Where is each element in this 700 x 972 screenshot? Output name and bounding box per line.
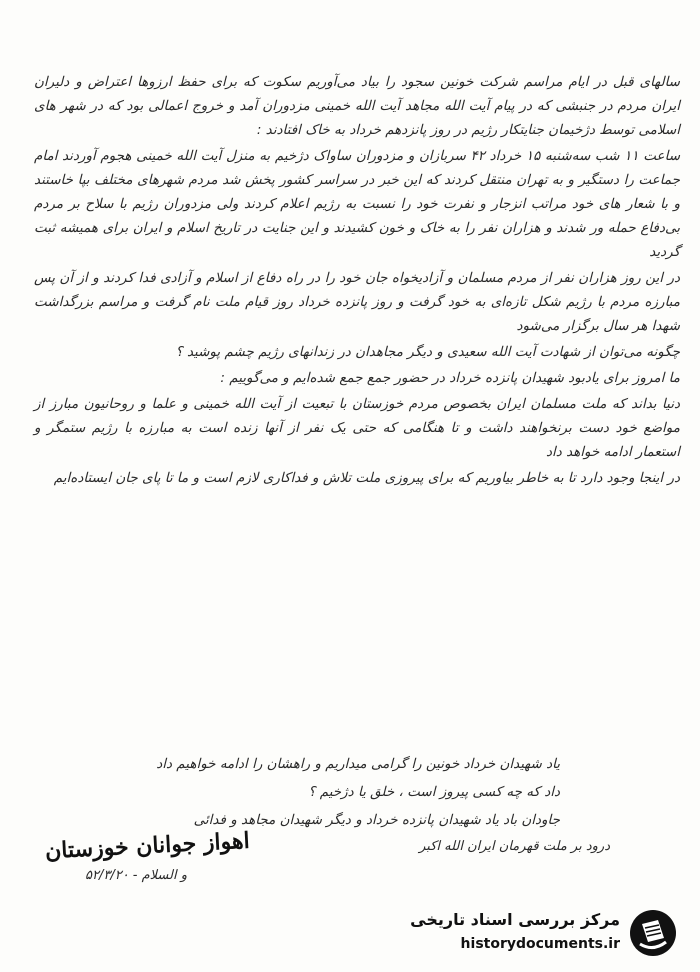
paragraph-4: چگونه می‌توان از شهادت آیت الله سعیدی و دیگر مجاهدان در زندانهای رژیم چشم پوشید ؟ (175, 344, 680, 360)
poem-block (120, 752, 560, 836)
watermark-title: مرکز بررسی اسناد تاریخی (410, 910, 620, 929)
closing-line: درود بر ملت قهرمان ایران الله اکبر (419, 839, 610, 854)
poem-line-1: یاد شهیدان خرداد خونین را گرامی میداریم و راهشان را ادامه خواهیم داد (156, 756, 560, 772)
paragraph-3: در این روز هزاران نفر از مردم مسلمان و آزادیخواه جان خود را در راه دفاع از اسلام و آزادی فدا کردند و از آن پس مبارزه مردم با رژیم شکل تازه‌ای به خود گرفت و روز پانزده خرداد روز قیام ملت نام گرفت و مراسم بزرگداشت شهدا هر سال برگزار می‌شود (34, 270, 680, 334)
paragraph-2: ساعت ۱۱ شب سه‌شنبه ۱۵ خرداد ۴۲ سربازان و مزدوران ساواک دژخیم به منزل آیت الله خمینی هجوم آوردند امام جماعت را دستگیر و به تهران منتقل کردند که این خبر در سراسر کشور پخش شد مردم شهرهای مختلف بپا خاستند و با شعار های خود مراتب انزجار و نفرت خود را نسبت به رژیم اعلام کردند ولی مزدوران رژیم با سلاح بر مردم بی‌دفاع حمله ور شدند و هزاران نفر را به خاک و خون کشیدند و این جنایت در تاریخ اسلام و ایران برای همیشه ثبت گردید (34, 148, 681, 260)
document-archive-logo-icon (628, 908, 678, 958)
paragraph-1: سالهای قبل در ایام مراسم شرکت خونین سجود را بیاد می‌آوریم سکوت که برای حفظ ارزوها اعتراض و دلیران ایران مردم در جنبشی که در پیام آیت الله مجاهد آیت الله خمینی مزدوران آمد و خروج اعمالی بود که در شهر های اسلامی توسط دژخیمان جنایتکار رژیم در روز پانزدهم خرداد به خاک افتادند : (34, 74, 680, 138)
date-footer: و السلام - ۵۲/۳/۲۰ (85, 868, 188, 883)
poem-line-2: داد که چه کسی پیروز است ، خلق یا دژخیم ؟ (308, 784, 560, 800)
handwritten-body (34, 70, 680, 492)
paragraph-7: در اینجا وجود دارد تا به خاطر بیاوریم که برای پیروزی ملت تلاش و فداکاری لازم است و ما تا پای جان ایستاده‌ایم (53, 470, 680, 486)
poem-line-3: جاودان باد یاد شهیدان پانزده خرداد و دیگر شهیدان مجاهد و فدائی (193, 812, 560, 828)
signature: اهواز جوانان خوزستان (44, 827, 251, 865)
paragraph-5: ما امروز برای یادبود شهیدان پانزده خرداد در حضور جمع جمع شده‌ایم و می‌گوییم : (220, 370, 680, 386)
watermark (410, 904, 678, 962)
paragraph-6: دنیا بداند که ملت مسلمان ایران بخصوص مردم خوزستان با تبعیت از آیت الله خمینی و علما و روحانیون مبارز از مواضع خود دست برنخواهند داشت و تا هنگامی که حتی یک نفر از آنها زنده است به مبارزه با رژیم ستمگر و استعمار ادامه خواهد داد (34, 396, 680, 460)
watermark-site: historydocuments.ir (460, 936, 620, 952)
